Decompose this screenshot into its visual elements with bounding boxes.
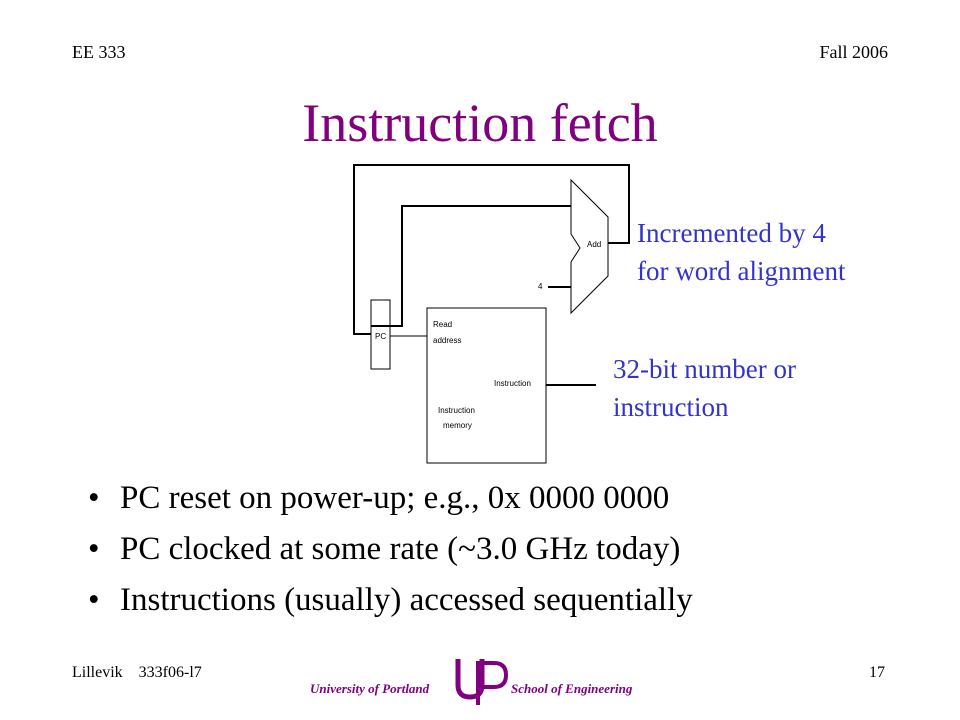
instruction-port-label: Instruction: [494, 379, 531, 388]
memory-label-1: Instruction: [438, 406, 475, 415]
adder-label: Add: [587, 240, 602, 249]
footer-author: Lillevik 333f06-l7: [72, 664, 202, 681]
increment-annotation: [637, 214, 845, 290]
increment-annotation-line2: for word alignment: [637, 256, 846, 286]
bullet-dot-icon: •: [88, 582, 100, 618]
const-four-label: 4: [538, 282, 543, 291]
bullet-dot-icon: •: [88, 480, 100, 516]
bullet-item: [88, 575, 693, 626]
university-logo: [310, 655, 656, 705]
bullet-dot-icon: •: [88, 531, 100, 567]
instruction-annotation-line2: instruction: [613, 392, 729, 422]
bullet-item: [88, 473, 693, 524]
bullet-list: [88, 473, 693, 626]
increment-annotation-line1: Incremented by 4: [637, 218, 826, 248]
memory-label-2: memory: [443, 421, 472, 430]
logo-school-text: School of Engineering: [511, 681, 633, 696]
page-number: 17: [869, 664, 885, 681]
term-header: Fall 2006: [819, 42, 888, 62]
instruction-annotation: [613, 350, 796, 426]
read-address-label-2: address: [433, 336, 462, 345]
bullet-text: PC reset on power-up; e.g., 0x 0000 0000: [120, 480, 670, 516]
up-monogram-icon: [458, 659, 506, 705]
bullet-text: Instructions (usually) accessed sequentially: [120, 582, 693, 618]
slide-title: Instruction fetch: [302, 93, 658, 153]
read-address-label-1: Read: [433, 320, 453, 329]
bullet-item: [88, 524, 693, 575]
course-header: EE 333: [72, 42, 126, 62]
pc-label: PC: [375, 332, 387, 341]
logo-university-text: University of Portland: [310, 681, 430, 696]
adder-output-wire: [354, 165, 629, 334]
bullet-text: PC clocked at some rate (~3.0 GHz today): [120, 531, 681, 567]
instruction-annotation-line1: 32-bit number or: [613, 354, 796, 384]
